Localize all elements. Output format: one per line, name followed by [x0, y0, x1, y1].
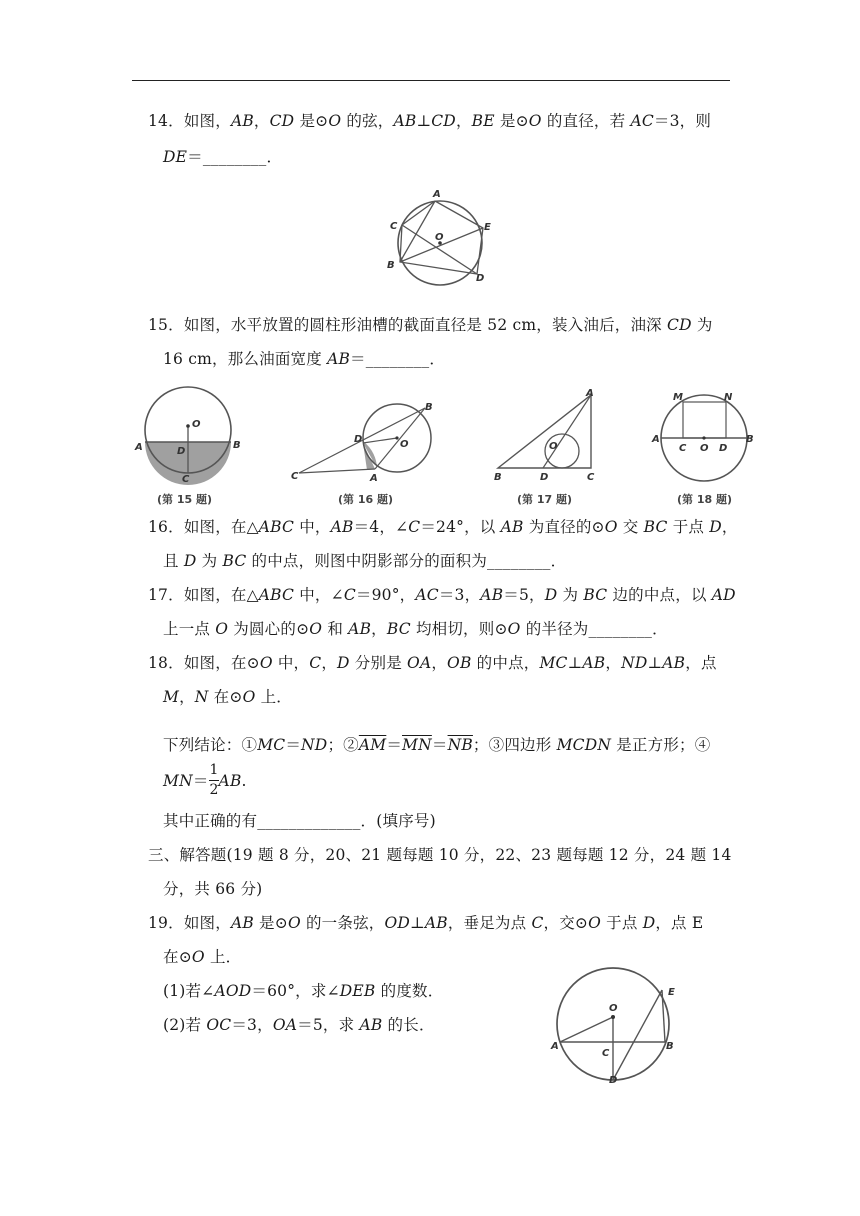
fig19-label-E: E	[668, 987, 675, 998]
fig15-label-B: B	[233, 440, 241, 451]
caption-15: (第 15 题)	[157, 493, 213, 506]
fig19-label-O: O	[609, 1003, 618, 1014]
q18-line2: M，N 在⊙O 上．	[163, 688, 293, 706]
q16-line1: 16．如图，在△ABC 中，AB＝4，∠C＝24°，以 AB 为直径的⊙O 交 BC 于点 D，	[148, 518, 738, 536]
fig17-label-C: C	[587, 472, 595, 483]
fig14-label-E: E	[484, 222, 491, 233]
fig16-label-O: O	[400, 439, 409, 450]
fig16-label-D: D	[354, 434, 363, 445]
fig14-label-O: O	[435, 232, 444, 243]
fig14-label-A: A	[433, 189, 441, 200]
fig17-label-D: D	[540, 472, 549, 483]
q19-line2: 在⊙O 上．	[163, 948, 242, 966]
figure-16	[285, 395, 445, 485]
q19-part1: (1)若∠AOD＝60°，求∠DEB 的度数．	[163, 982, 444, 1000]
fig16-label-A: A	[370, 473, 378, 484]
caption-17: (第 17 题)	[517, 493, 573, 506]
fig17-label-B: B	[494, 472, 502, 483]
fig14-label-D: D	[476, 273, 485, 284]
q18-line1: 18．如图，在⊙O 中，C，D 分别是 OA，OB 的中点，MC⊥AB，ND⊥AB，点	[148, 654, 717, 672]
fig18-label-B: B	[746, 434, 754, 445]
fig19-label-D: D	[609, 1075, 618, 1086]
fig17-label-A: A	[586, 388, 594, 399]
q14-line1: 14．如图，AB，CD 是⊙O 的弦，AB⊥CD，BE 是⊙O 的直径，若 AC＝3，则	[148, 112, 712, 130]
fig15-label-O: O	[192, 419, 201, 430]
figure-19	[548, 965, 688, 1090]
fig18-label-C: C	[679, 443, 687, 454]
q19-part2: (2)若 OC＝3，OA＝5，求 AB 的长．	[163, 1016, 435, 1034]
figure-14	[380, 185, 500, 295]
fig14-label-B: B	[387, 260, 395, 271]
fig18-label-M: M	[673, 392, 683, 403]
fig16-label-C: C	[291, 471, 299, 482]
q15-line2: 16 cm，那么油面宽度 AB＝________．	[163, 350, 446, 368]
fig19-label-A: A	[551, 1041, 559, 1052]
header-rule	[132, 80, 730, 81]
fig14-label-C: C	[390, 221, 398, 232]
fig16-label-B: B	[425, 402, 433, 413]
q17-line1: 17．如图，在△ABC 中，∠C＝90°，AC＝3，AB＝5，D 为 BC 边的中点，以 AD	[148, 586, 736, 604]
fig15-label-C: C	[182, 474, 190, 485]
q18-line4: MN＝ $\frac{1}{2}$ AB.	[163, 762, 247, 798]
figure-18	[652, 385, 762, 485]
fraction-one-half: $\frac{1}{2}$	[209, 762, 219, 798]
q18-line3: 下列结论：①MC＝ND；$②\overline{AM}=\overline{MN}=\overline{NB}$；③四边形 MCDN 是正方形；④	[163, 736, 711, 754]
q18-line5: 其中正确的有_____________．(填序号)	[163, 812, 436, 830]
section3-line2: 分，共 66 分)	[163, 880, 263, 898]
q14-line2: DE＝________．	[163, 148, 283, 166]
fig18-label-A: A	[652, 434, 660, 445]
q19-line1: 19．如图，AB 是⊙O 的一条弦，OD⊥AB，垂足为点 C，交⊙O 于点 D，点 E	[148, 914, 704, 932]
fig17-label-O: O	[549, 441, 558, 452]
fig15-label-D: D	[177, 446, 186, 457]
caption-18: (第 18 题)	[677, 493, 733, 506]
figure-17	[485, 388, 605, 483]
q17-line2: 上一点 O 为圆心的⊙O 和 AB，BC 均相切，则⊙O 的半径为________．	[163, 620, 668, 638]
fig18-label-D: D	[719, 443, 728, 454]
fig18-label-N: N	[724, 392, 733, 403]
fig18-label-O: O	[700, 443, 709, 454]
fig19-label-B: B	[666, 1041, 674, 1052]
q16-line2: 且 D 为 BC 的中点，则图中阴影部分的面积为________．	[163, 552, 567, 570]
caption-16: (第 16 题)	[338, 493, 394, 506]
section3-line1: 三、解答题(19 题 8 分，20、21 题每题 10 分，22、23 题每题 12 分，24 题 14	[148, 846, 732, 864]
fig19-label-C: C	[602, 1048, 610, 1059]
fig15-label-A: A	[135, 442, 143, 453]
q15-line1: 15．如图，水平放置的圆柱形油槽的截面直径是 52 cm，装入油后，油深 CD 为	[148, 316, 713, 334]
figure-15	[133, 382, 243, 485]
